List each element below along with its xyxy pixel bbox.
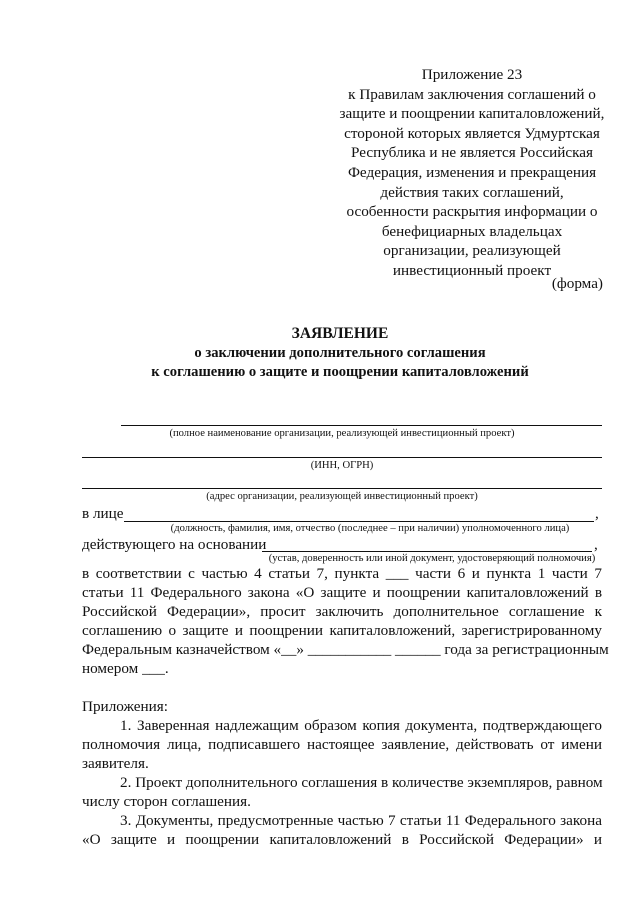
- person-line[interactable]: [124, 521, 594, 522]
- appendix-line: защите и поощрении капиталовложений,: [339, 105, 605, 123]
- appendix-line: Республика и не является Российская: [351, 144, 593, 162]
- body-line: номером ___.: [82, 660, 169, 677]
- attachment-item-2: 2. Проект дополнительного соглашения в количестве экземпляров, равном: [120, 774, 603, 791]
- body-line: Российской Федерации», просит заключить дополнительное соглашение к: [82, 603, 602, 620]
- body-line: соглашению о защите и поощрении капиталовложений, зарегистрированному: [82, 622, 602, 639]
- body-line: Федеральным казначейством «__» ___________ ______ года за регистрационным: [82, 641, 609, 658]
- basis-caption: (устав, доверенность или иной документ, удостоверяющий полномочия): [268, 553, 596, 564]
- body-line: в соответствии с частью 4 статьи 7, пункта ___ части 6 и пункта 1 части 7: [82, 565, 602, 582]
- org-name-line[interactable]: [121, 425, 602, 426]
- attachment-item-1: полномочия лица, подписавшего настоящее заявление, действовать от имени: [82, 736, 602, 753]
- appendix-line: стороной которых является Удмуртская: [344, 124, 600, 142]
- address-line[interactable]: [82, 488, 602, 489]
- attachment-item-1: заявителя.: [82, 755, 149, 772]
- attachment-item-2: числу сторон соглашения.: [82, 793, 251, 810]
- address-caption: (адрес организации, реализующей инвестиционный проект): [206, 491, 478, 502]
- inn-ogrn-line[interactable]: [82, 457, 602, 458]
- appendix-line: к Правилам заключения соглашений о: [348, 85, 596, 103]
- appendix-line: инвестиционный проект: [392, 261, 552, 279]
- attachments-heading: Приложения:: [82, 698, 168, 715]
- inn-ogrn-caption: (ИНН, ОГРН): [310, 460, 374, 471]
- appendix-line: Федерация, изменения и прекращения: [347, 163, 597, 181]
- attachment-item-3: 3. Документы, предусмотренные частью 7 статьи 11 Федерального закона: [120, 812, 602, 829]
- person-comma: ,: [595, 505, 599, 522]
- body-line: статьи 11 Федерального закона «О защите и поощрении капиталовложений в: [82, 584, 602, 601]
- attachment-item-1: 1. Заверенная надлежащим образом копия документа, подтверждающего: [120, 717, 602, 734]
- appendix-line: действия таких соглашений,: [380, 183, 564, 201]
- attachment-item-3: «О защите и поощрении капиталовложений в Российской Федерации» и: [82, 831, 602, 848]
- appendix-line: организации, реализующей: [383, 242, 561, 260]
- title-subline: к соглашению о защите и поощрении капиталовложений: [151, 364, 529, 380]
- document-title: ЗАЯВЛЕНИЕ: [291, 325, 389, 342]
- person-caption: (должность, фамилия, имя, отчество (последнее – при наличии) уполномоченного лица): [170, 523, 570, 534]
- appendix-block: [322, 65, 622, 281]
- appendix-line: особенности раскрытия информации о: [346, 203, 598, 221]
- basis-label: действующего на основании: [82, 536, 267, 553]
- person-label: в лице: [82, 505, 124, 522]
- org-name-caption: (полное наименование организации, реализующей инвестиционный проект): [169, 428, 515, 439]
- title-subline: о заключении дополнительного соглашения: [194, 345, 486, 361]
- basis-line[interactable]: [262, 551, 592, 552]
- appendix-line: бенефициарных владельцах: [381, 222, 563, 240]
- form-label: (форма): [551, 275, 603, 292]
- basis-comma: ,: [594, 536, 598, 553]
- appendix-line: Приложение 23: [421, 66, 523, 83]
